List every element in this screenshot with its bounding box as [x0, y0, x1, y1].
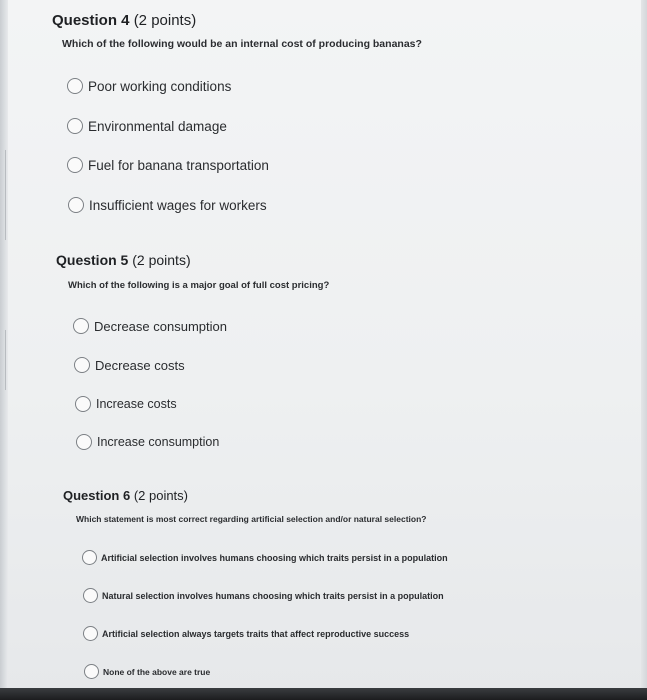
monitor-right-edge [641, 0, 647, 700]
answer-option-insufficient-wages[interactable] [68, 197, 267, 213]
radio-button[interactable] [68, 197, 84, 213]
answer-label: Insufficient wages for workers [89, 197, 267, 213]
answer-option-environmental-damage[interactable] [67, 118, 227, 134]
radio-button[interactable] [67, 78, 83, 94]
question-number: Question 6 [63, 488, 131, 503]
answer-option-artificial-selection-humans[interactable] [82, 550, 448, 565]
answer-option-increase-costs[interactable] [75, 396, 177, 412]
answer-option-fuel-for-banana-transportation[interactable] [67, 157, 269, 173]
radio-button[interactable] [67, 157, 83, 173]
answer-label: Poor working conditions [88, 78, 232, 94]
radio-button[interactable] [84, 664, 99, 679]
question-points: (2 points) [133, 488, 189, 503]
question-title [56, 252, 191, 268]
window-edge-marker [0, 150, 6, 240]
answer-option-poor-working-conditions[interactable] [67, 78, 231, 94]
answer-label: Increase consumption [97, 435, 220, 449]
answer-label: Decrease costs [95, 357, 185, 373]
radio-button[interactable] [82, 550, 97, 565]
radio-button[interactable] [67, 118, 83, 134]
answer-label: Artificial selection always targets traits that affect reproductive success [102, 628, 410, 639]
radio-button[interactable] [73, 318, 89, 334]
radio-button[interactable] [83, 588, 98, 603]
answer-option-decrease-costs[interactable] [74, 357, 185, 373]
answer-option-decrease-consumption[interactable] [73, 318, 227, 334]
radio-button[interactable] [76, 434, 92, 450]
answer-label: Natural selection involves humans choosing which traits persist in a population [102, 590, 444, 601]
radio-button[interactable] [83, 626, 98, 641]
answer-option-none-of-the-above[interactable] [84, 664, 210, 679]
answer-label: Artificial selection involves humans choosing which traits persist in a population [101, 552, 448, 563]
monitor-bottom-bezel [0, 688, 647, 700]
answer-label: Increase costs [96, 397, 177, 411]
question-prompt: Which of the following is a major goal of full cost pricing? [68, 280, 330, 291]
radio-button[interactable] [74, 357, 90, 373]
question-prompt: Which of the following would be an internal cost of producing bananas? [62, 38, 422, 50]
question-points: (2 points) [133, 12, 197, 29]
answer-option-increase-consumption[interactable] [76, 434, 219, 450]
window-edge-marker [0, 330, 6, 390]
answer-label: None of the above are true [103, 666, 211, 677]
answer-option-natural-selection-humans[interactable] [83, 588, 444, 603]
question-prompt: Which statement is most correct regarding artificial selection and/or natural selection? [76, 514, 427, 524]
answer-label: Decrease consumption [94, 318, 227, 334]
question-number: Question 4 [52, 12, 130, 29]
radio-button[interactable] [75, 396, 91, 412]
question-points: (2 points) [132, 252, 191, 268]
question-number: Question 5 [56, 252, 129, 268]
answer-label: Environmental damage [88, 118, 227, 134]
question-title [52, 12, 196, 29]
question-title [63, 488, 188, 503]
answer-label: Fuel for banana transportation [88, 157, 269, 173]
answer-option-artificial-selection-reproductive[interactable] [83, 626, 409, 641]
